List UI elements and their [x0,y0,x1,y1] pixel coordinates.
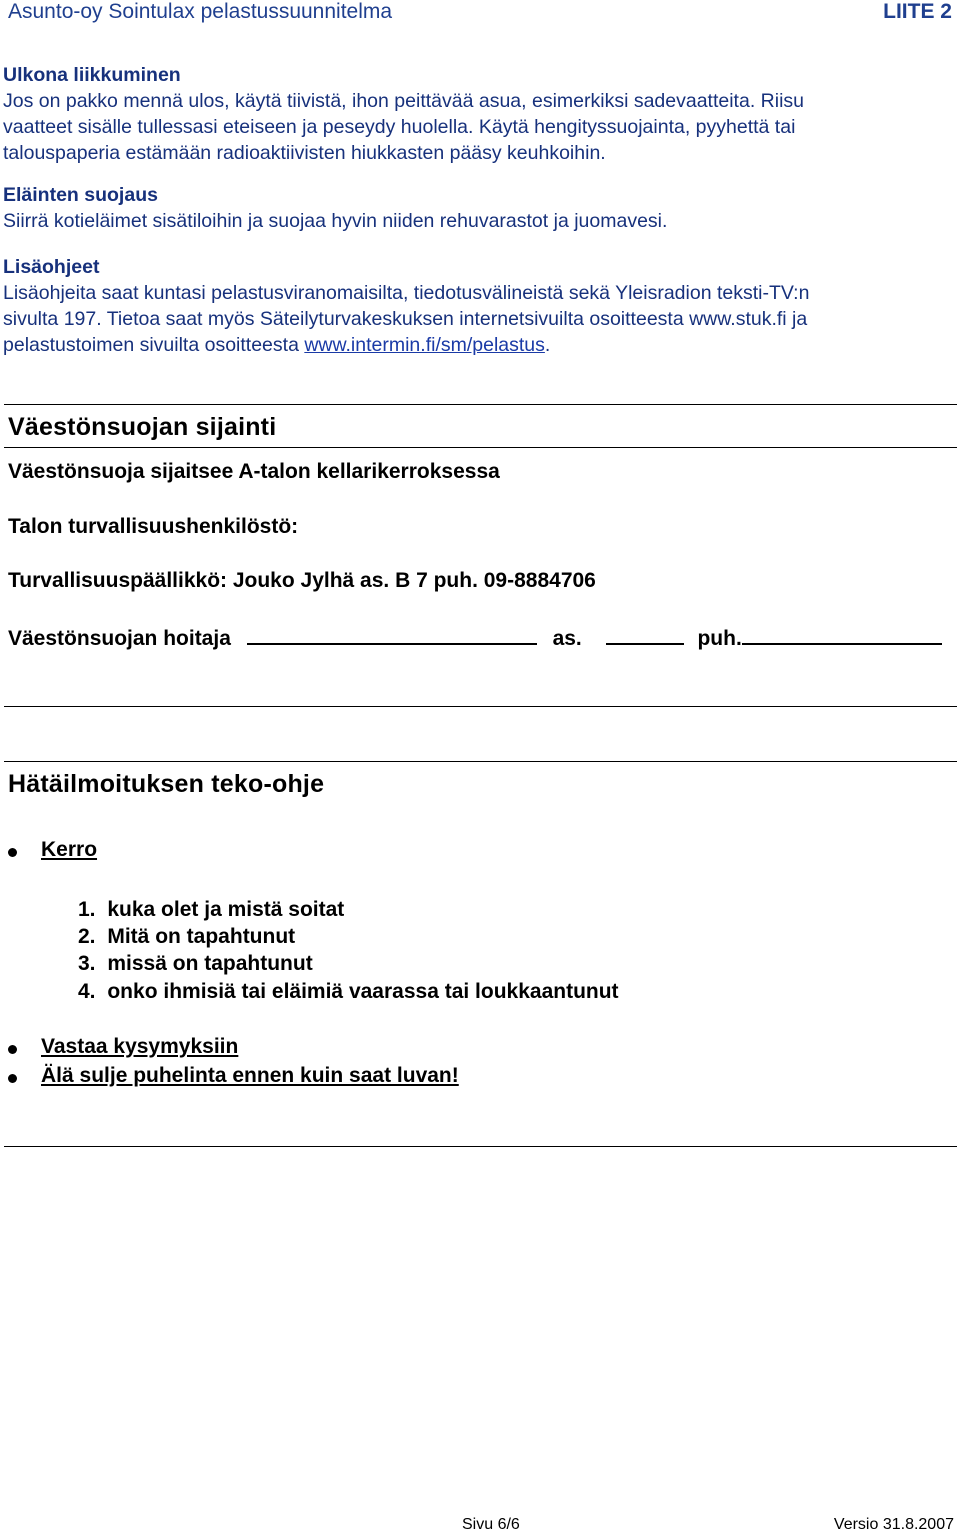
divider [4,447,957,448]
list-text: Mitä on tapahtunut [107,925,296,948]
list-number: 4. [78,980,96,1003]
paragraph-line: sivulta 197. Tietoa saat myös Säteilyturvakeskuksen internetsivuilta osoitteesta www.stuk.fi ja [3,308,808,330]
phone-blank [742,623,942,645]
divider [4,404,957,405]
section-animals [3,182,955,234]
list-text: missä on tapahtunut [107,952,313,975]
list-text: kuka olet ja mistä soitat [107,898,345,921]
staff-label: Talon turvallisuushenkilöstö: [8,515,299,538]
bullet-icon [8,1045,17,1054]
paragraph-line [3,332,955,358]
pelastus-link[interactable]: www.intermin.fi/sm/pelastus [304,334,545,356]
caretaker-label: Väestönsuojan hoitaja [8,627,231,650]
list-item [78,925,295,949]
list-item [78,952,313,976]
emergency-heading: Hätäilmoituksen teko-ohje [8,770,325,798]
apartment-blank [606,623,684,645]
list-number: 1. [78,898,96,921]
section-heading: Lisäohjeet [3,256,100,278]
dont-hang-up-instruction: Älä sulje puhelinta ennen kuin saat luvan! [41,1064,459,1087]
list-item [78,898,344,922]
page-number: Sivu 6/6 [462,1516,520,1533]
list-number: 2. [78,925,96,948]
paragraph-line: talouspaperia estämään radioaktiivisten hiukkasten pääsy keuhkoihin. [3,142,606,164]
section-more-info [3,254,955,358]
bullet-icon [8,1074,17,1083]
divider [4,761,957,762]
list-number: 3. [78,952,96,975]
paragraph-text: pelastustoimen sivuilta osoitteesta [3,334,305,356]
paragraph-line: Siirrä kotieläimet sisätiloihin ja suojaa hyvin niiden rehuvarastot ja juomavesi. [3,210,668,232]
paragraph-line: vaatteet sisälle tullessasi eteiseen ja peseydy huolella. Käytä hengityssuojainta, pyyhettä tai [3,116,796,138]
safety-officer: Turvallisuuspäällikkö: Jouko Jylhä as. B 7 puh. 09-8884706 [8,569,596,592]
phone-label: puh. [697,627,742,650]
shelter-location: Väestönsuoja sijaitsee A-talon kellarikerroksessa [8,460,500,483]
appendix-label: LIITE 2 [883,0,952,23]
shelter-heading: Väestönsuojan sijainti [8,413,277,441]
version-label: Versio 31.8.2007 [833,1516,954,1533]
answer-instruction: Vastaa kysymyksiin [41,1035,239,1058]
divider [4,706,957,707]
apartment-label: as. [552,627,582,650]
tell-label: Kerro [41,838,98,861]
caretaker-row [8,623,942,651]
list-text: onko ihmisiä tai eläimiä vaarassa tai loukkaantunut [107,980,619,1003]
section-heading: Ulkona liikkuminen [3,64,181,86]
caretaker-name-blank [247,623,537,645]
divider [4,1146,957,1147]
bullet-icon [8,848,17,857]
paragraph-line: Jos on pakko mennä ulos, käytä tiivistä, ihon peittävää asua, esimerkiksi sadevaatteita. Riisu [3,90,804,112]
section-outdoor [3,62,955,166]
list-item [78,980,619,1004]
paragraph-text: . [544,334,551,356]
paragraph-line: Lisäohjeita saat kuntasi pelastusviranomaisilta, tiedotusvälineistä sekä Yleisradion teksti-TV:n [3,282,810,304]
document-title: Asunto-oy Sointulax pelastussuunnitelma [8,0,393,23]
section-heading: Eläinten suojaus [3,184,158,206]
